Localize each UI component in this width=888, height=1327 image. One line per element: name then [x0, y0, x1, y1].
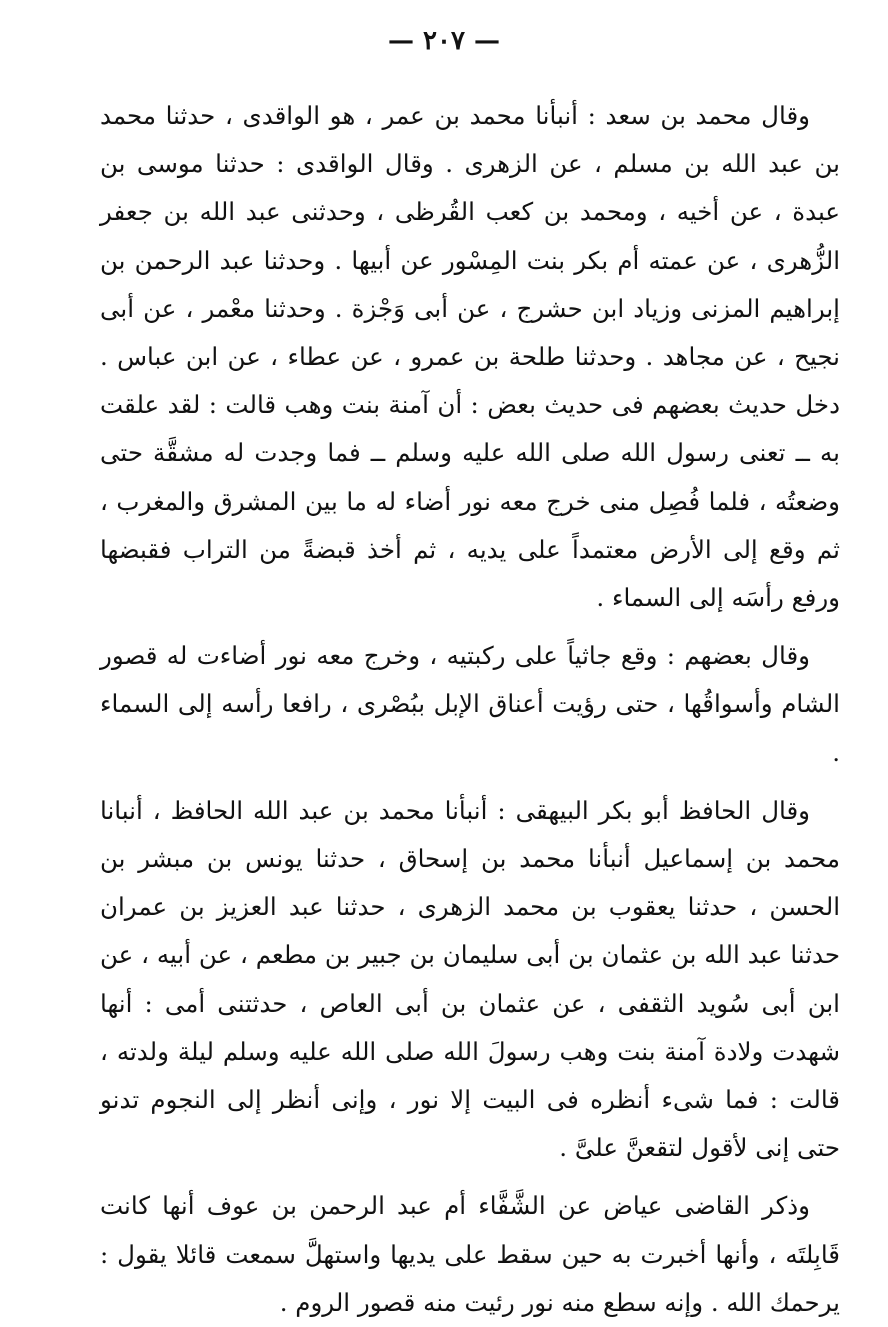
paragraph-qadi-iyad-narration: وذكر القاضى عياض عن الشَّفَّاء أم عبد الرحمن بن عوف أنها كانت قَابِلتَه ، وأنها أخبرت به حين سقط على يديها واستهلَّ سمعت قائلا يقول : يرحمك الله . وإنه سطع منه نور رئيت منه قصور الروم . — [100, 1191, 840, 1317]
page-body — [100, 92, 840, 1327]
paragraph-some-said: وقال بعضهم : وقع جاثياً على ركبتيه ، وخرج معه نور أضاءت له قصور الشام وأسواقُها ، حتى رؤيت أعناق الإبل ببُصْرى ، رافعا رأسه إلى السماء . — [100, 641, 840, 767]
page-number: — ٢٠٧ — — [387, 26, 501, 56]
paragraph-bayhaqi-narration: وقال الحافظ أبو بكر البيهقى : أنبأنا محمد بن عبد الله الحافظ ، أنبانا محمد بن إسماعيل أنبأنا محمد بن إسحاق ، حدثنا يونس بن مبشر بن الحسن ، حدثنا يعقوب بن محمد الزهرى ، حدثنا عبد العزيز بن عمران حدثنا عبد الله بن عثمان بن أبى سليمان بن جبير بن مطعم ، عن أبيه ، عن ابن أبى سُويد الثقفى ، عن عثمان بن أبى العاص ، حدثتنى أمى : أنها شهدت ولادة آمنة بنت وهب رسولَ الله صلى الله عليه وسلم ليلة ولدته ، قالت : فما شىء أنظره فى البيت إلا نور ، وإنى أنظر إلى النجوم تدنو حتى إنى لأقول لتقعنَّ علىَّ . — [100, 795, 840, 1163]
paragraph-ibn-saad-narration: وقال محمد بن سعد : أنبأنا محمد بن عمر ، هو الواقدى ، حدثنا محمد بن عبد الله بن مسلم ، عن الزهرى . وقال الواقدى : حدثنا موسى بن عبدة ، عن أخيه ، ومحمد بن كعب القُرظى ، وحدثنى عبد الله بن جعفر الزُّهرى ، عن عمته أم بكر بنت المِسْور عن أبيها . وحدثنا عبد الرحمن بن إبراهيم المزنى وزياد ابن حشرج ، عن أبى وَجْزة . وحدثنا معْمر ، عن أبى نجيح ، عن مجاهد . وحدثنا طلحة بن عمرو ، عن عطاء ، عن ابن عباس . دخل حديث بعضهم فى حديث بعض : أن آمنة بنت وهب قالت : لقد علقت به ــ تعنى رسول الله صلى الله عليه وسلم ــ فما وجدت له مشقَّة حتى وضعتُه ، فلما فُصِل منى خرج معه نور أضاء له ما بين المشرق والمغرب ، ثم وقع إلى الأرض معتمداً على يديه ، ثم أخذ قبضةً من التراب فقبضها ورفع رأسَه إلى السماء . — [100, 101, 840, 613]
